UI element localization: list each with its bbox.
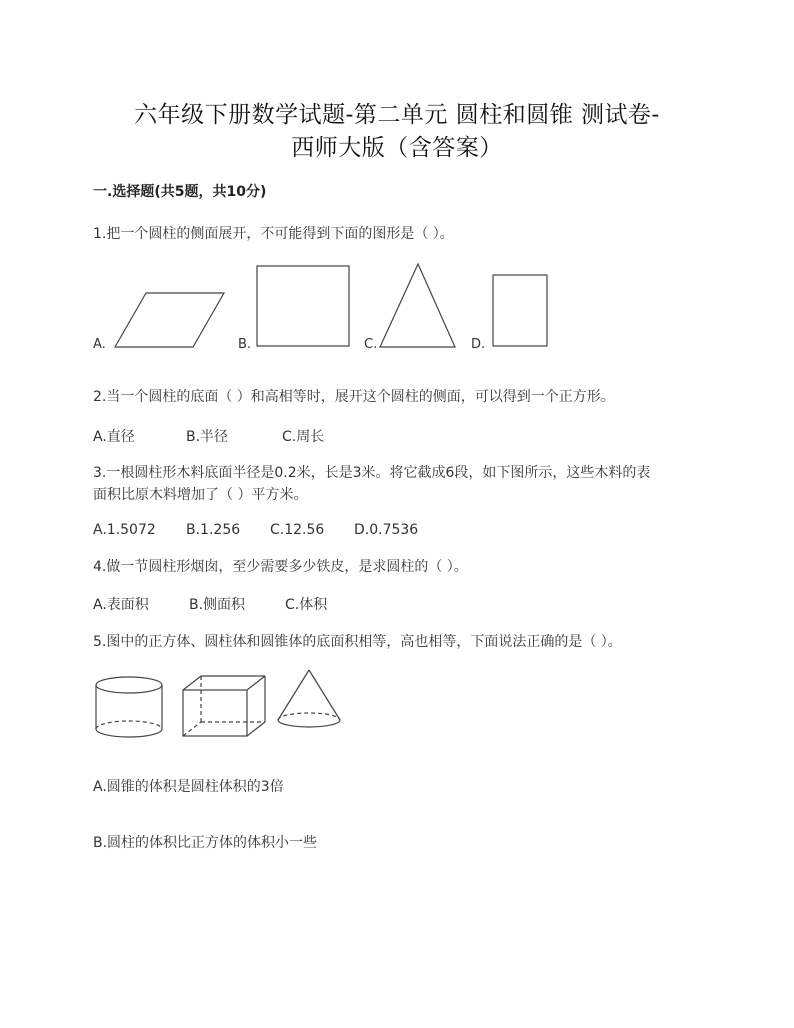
q1-label-d: D.: [471, 337, 486, 352]
q3-option-b: B.1.256: [186, 522, 241, 538]
q3-option-c: C.12.56: [270, 522, 325, 538]
question-3-line-2: 面积比原木料增加了（ ）平方米。: [93, 487, 308, 503]
title-line-2: 西师大版（含答案）: [291, 135, 503, 161]
title-line-1: 六年级下册数学试题-第二单元 圆柱和圆锥 测试卷-: [134, 102, 660, 128]
q2-option-b: B.半径: [186, 429, 229, 445]
q1-label-b: B.: [238, 337, 252, 352]
question-5-option-a: A.圆锥的体积是圆柱体积的3倍: [93, 779, 284, 795]
question-5-option-b: B.圆柱的体积比正方体的体积小一些: [93, 835, 318, 851]
q2-option-a: A.直径: [93, 429, 135, 445]
section-heading: 一.选择题(共5题，共10分): [93, 184, 267, 200]
q1-label-c: C.: [364, 337, 378, 352]
q3-option-a: A.1.5072: [93, 522, 156, 538]
q2-option-c: C.周长: [282, 429, 325, 445]
q4-option-c: C.体积: [285, 597, 328, 613]
question-5-text: 5.图中的正方体、圆柱体和圆锥体的底面积相等，高也相等，下面说法正确的是（ ）。: [93, 634, 622, 650]
question-2-text: 2.当一个圆柱的底面（ ）和高相等时，展开这个圆柱的侧面，可以得到一个正方形。: [93, 389, 615, 405]
question-1-text: 1.把一个圆柱的侧面展开，不可能得到下面的图形是（ ）。: [93, 226, 454, 242]
q4-option-a: A.表面积: [93, 597, 149, 613]
q4-option-b: B.侧面积: [189, 597, 246, 613]
question-4-text: 4.做一节圆柱形烟囱，至少需要多少铁皮，是求圆柱的（ ）。: [93, 559, 468, 575]
q1-label-a: A.: [93, 337, 106, 352]
question-3-line-1: 3.一根圆柱形木料底面半径是0.2米，长是3米。将它截成6段，如下图所示，这些木料的表: [93, 465, 651, 481]
q3-option-d: D.0.7536: [354, 522, 419, 538]
